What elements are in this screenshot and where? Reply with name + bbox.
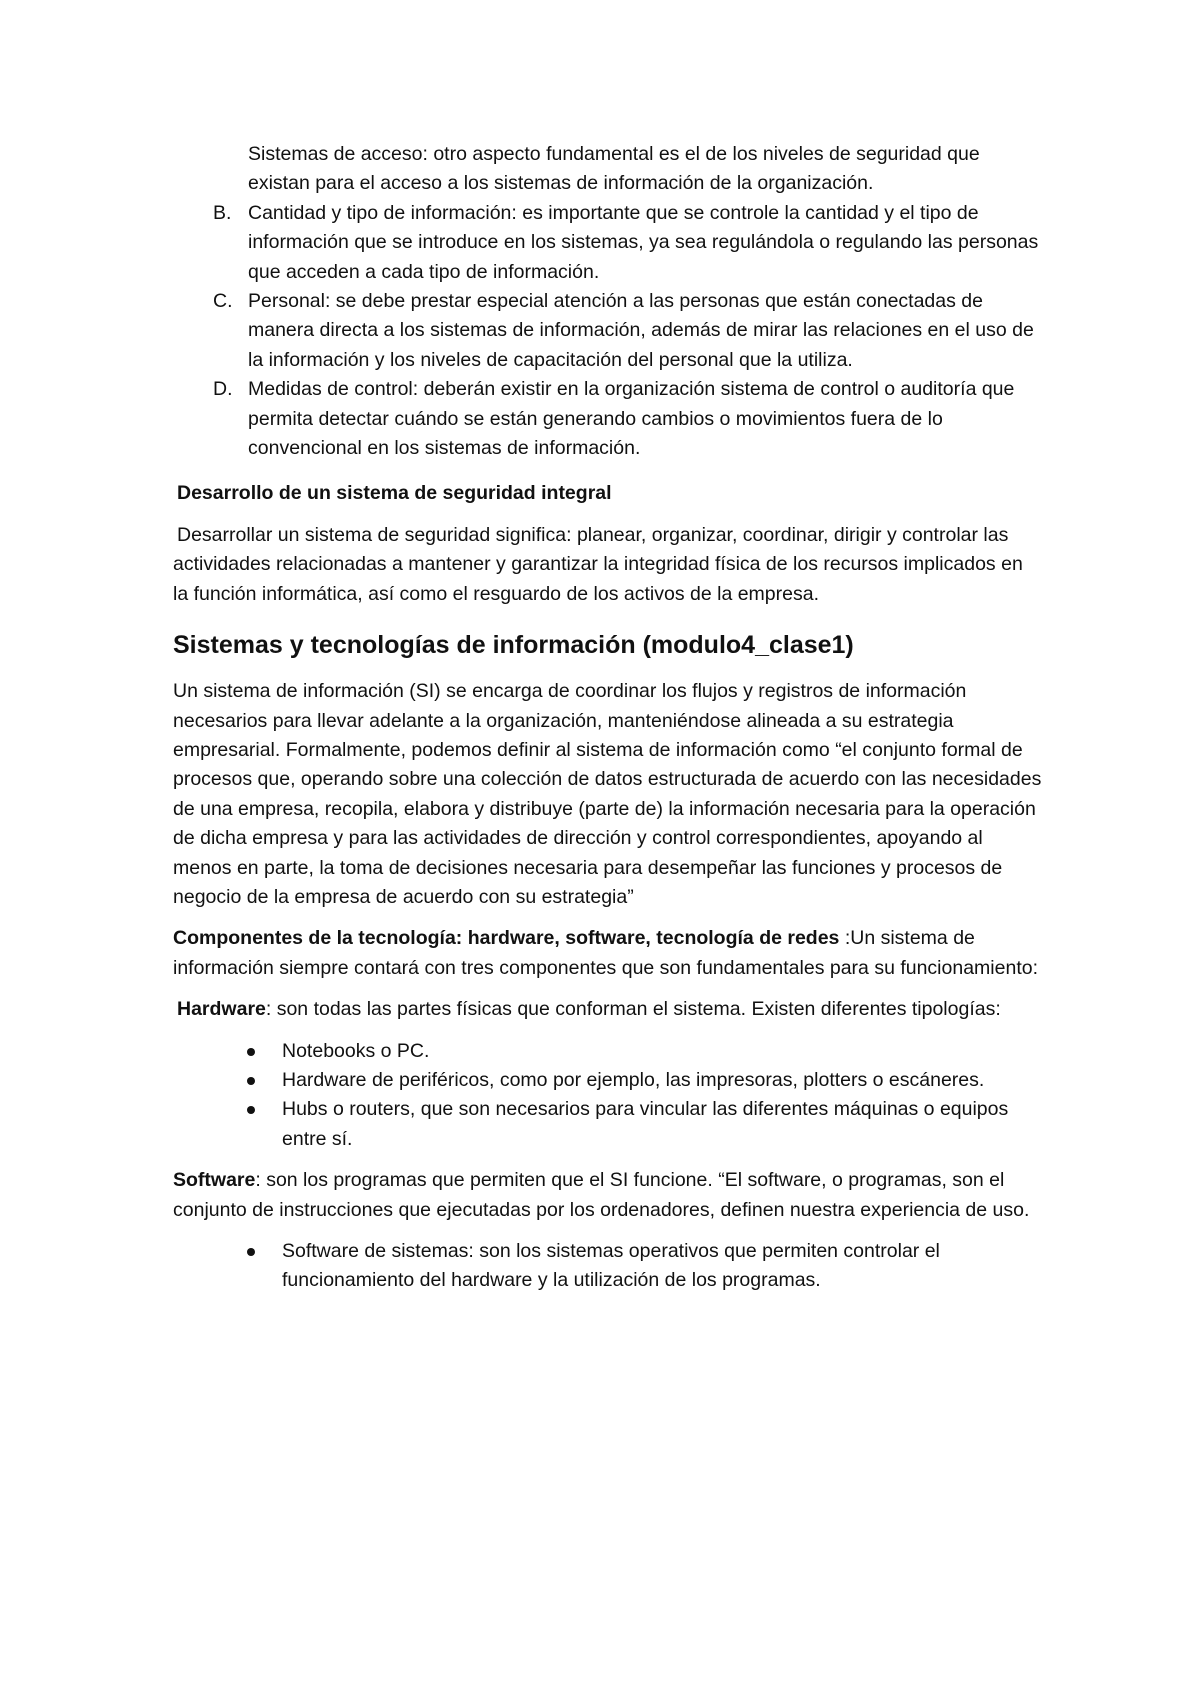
bullet-list: [173, 1237, 1043, 1296]
list-item-text: Cantidad y tipo de información: es importante que se controle la cantidad y el tipo de información que se introduce en los sistemas, ya sea regulándola o regulando las personas que acceden a cada tipo de información.: [248, 201, 1039, 283]
section-title: Desarrollo de un sistema de seguridad integral: [177, 482, 612, 505]
paragraph-text: : son los programas que permiten que el SI funcione. “El software, o programas, son el conjunto de instrucciones que ejecutadas por los ordenadores, definen nuestra experiencia de uso.: [173, 1169, 1030, 1221]
list-item: [173, 1095, 1043, 1154]
bullet-icon: [247, 1048, 255, 1056]
list-item-text: Sistemas de acceso: otro aspecto fundamental es el de los niveles de seguridad que existan para el acceso a los sistemas de información de la organización.: [248, 143, 980, 195]
bullet-list: [173, 1037, 1043, 1155]
list-item-text: Software de sistemas: son los sistemas operativos que permiten controlar el funcionamiento del hardware y la utilización de los programas.: [282, 1240, 940, 1292]
list-marker: C.: [213, 290, 233, 313]
list-item: [173, 375, 1043, 463]
lettered-list: [173, 140, 1043, 463]
bold-label: Componentes de la tecnología: hardware, software, tecnología de redes: [173, 927, 840, 950]
list-item-text: Personal: se debe prestar especial atención a las personas que están conectadas de manera directa a los sistemas de información, además de mirar las relaciones en el uso de la información y los niveles de capacitación del personal que la utiliza.: [248, 290, 1034, 371]
bullet-icon: [247, 1077, 255, 1085]
list-item-text: Notebooks o PC.: [282, 1039, 430, 1062]
bullet-icon: [247, 1248, 255, 1256]
section-heading: Sistemas y tecnologías de información (modulo4_clase1): [173, 631, 854, 660]
list-item: [173, 140, 1043, 199]
document-page: [173, 140, 1043, 1296]
list-item: [173, 1237, 1043, 1296]
paragraph: Desarrollar un sistema de seguridad significa: planear, organizar, coordinar, dirigir y controlar las actividades relacionadas a mantener y garantizar la integridad física de los recursos implicados en la función informática, así como el resguardo de los activos de la empresa.: [173, 523, 1023, 605]
list-marker: D.: [213, 378, 233, 401]
paragraph: [173, 995, 1043, 1024]
list-item-text: Hubs o routers, que son necesarios para vincular las diferentes máquinas o equipos entre sí.: [282, 1098, 1009, 1150]
list-item: [173, 199, 1043, 287]
list-item-text: Medidas de control: deberán existir en la organización sistema de control o auditoría que permita detectar cuándo se están generando cambios o movimientos fuera de lo convencional en los sistemas de información.: [248, 378, 1015, 460]
list-item: [173, 287, 1043, 375]
paragraph: [173, 924, 1043, 983]
paragraph-text: :Un sistema de información siempre contará con tres componentes que son fundamentales para su funcionamiento:: [173, 927, 1038, 979]
list-item-text: Hardware de periféricos, como por ejemplo, las impresoras, plotters o escáneres.: [282, 1068, 985, 1091]
paragraph-text: : son todas las partes físicas que conforman el sistema. Existen diferentes tipologías:: [265, 998, 1001, 1021]
list-item: [173, 1037, 1043, 1066]
bullet-icon: [247, 1106, 255, 1114]
bold-label: Hardware: [177, 998, 266, 1021]
paragraph: [173, 1166, 1043, 1225]
list-marker: B.: [213, 201, 232, 224]
list-item: [173, 1066, 1043, 1095]
paragraph: Un sistema de información (SI) se encarga de coordinar los flujos y registros de información necesarios para llevar adelante a la organización, manteniéndose alineada a su estrategia empresarial. Formalmente, podemos definir al sistema de información como “el conjunto formal de procesos que, operando sobre una colección de datos estructurada de acuerdo con las necesidades de una empresa, recopila, elabora y distribuye (parte de) la información necesaria para la operación de dicha empresa y para las actividades de dirección y control correspondientes, apoyando al menos en parte, la toma de decisiones necesaria para desempeñar las funciones y procesos de negocio de la empresa de acuerdo con su estrategia”: [173, 680, 1042, 908]
bold-label: Software: [173, 1169, 256, 1192]
